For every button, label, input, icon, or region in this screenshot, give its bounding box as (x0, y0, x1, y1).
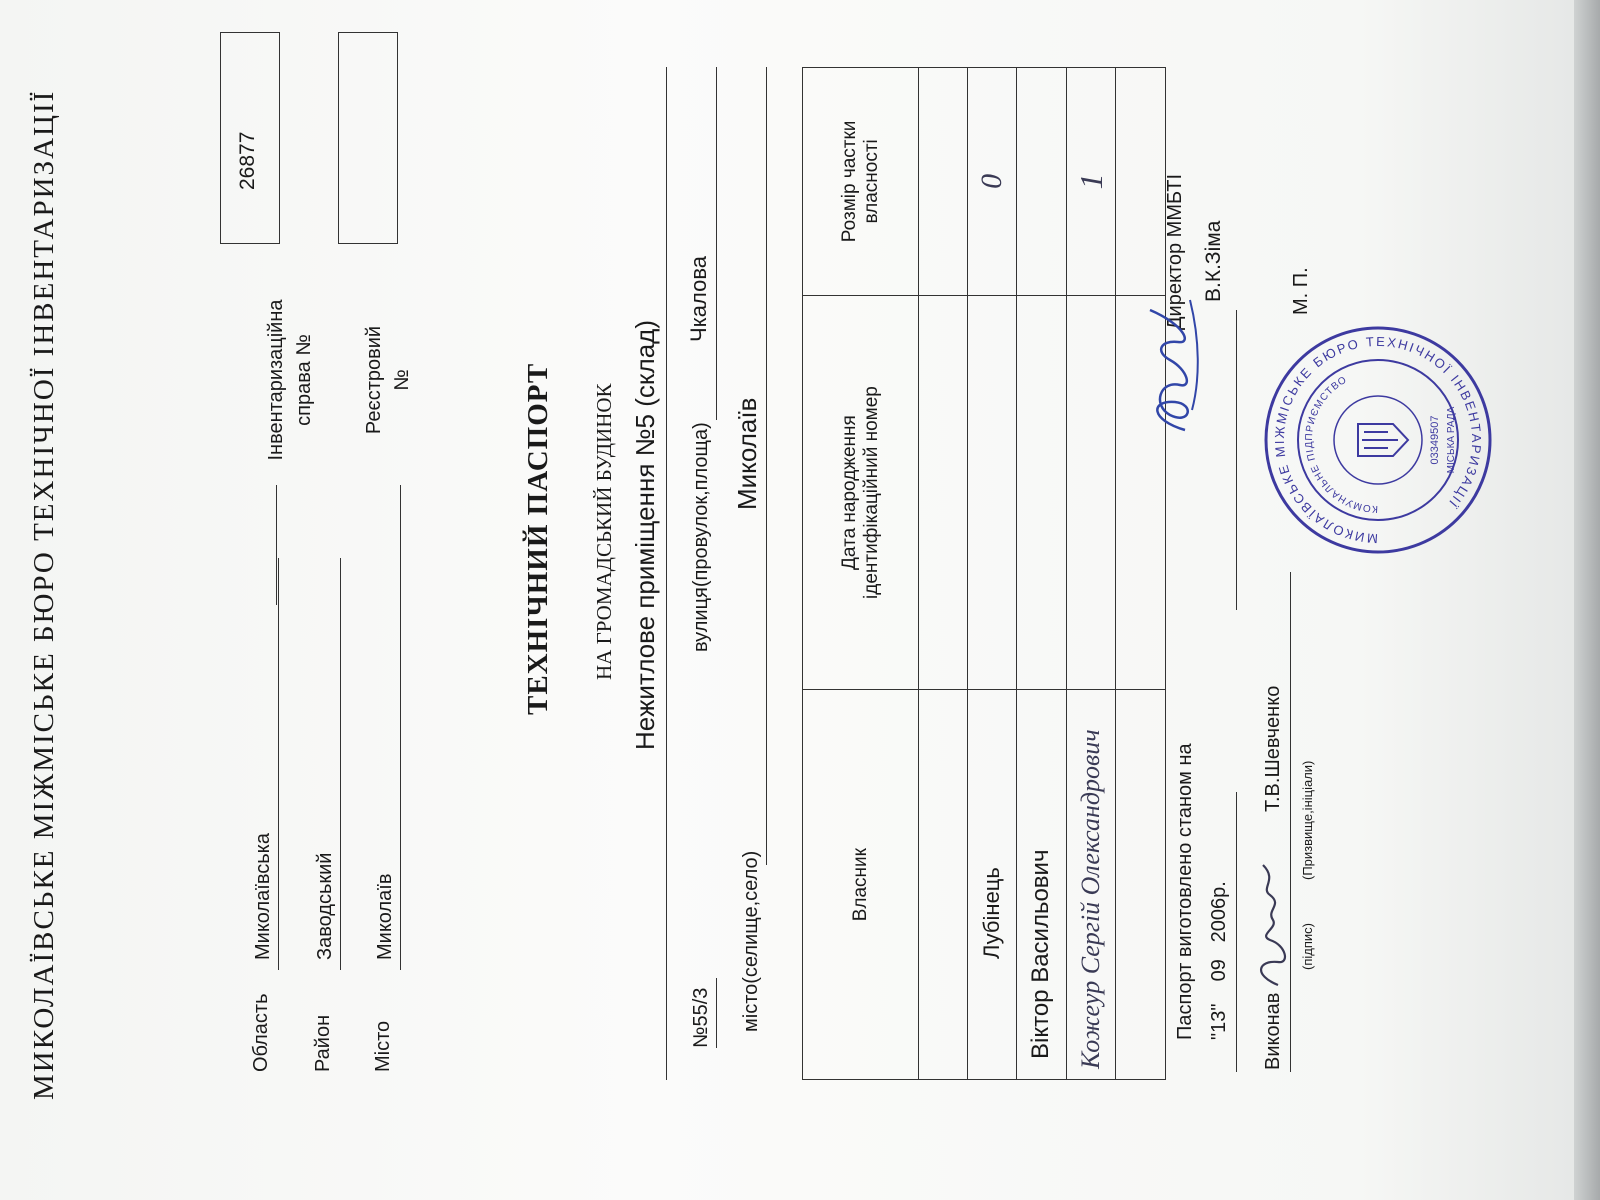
svg-text:КОМУНАЛЬНЕ ПІДПРИЄМСТВО (1304, 374, 1378, 514)
owner-cell: Лубінець (967, 690, 1017, 1080)
document-title: ТЕХНІЧНИЙ ПАСПОРТ (522, 362, 554, 715)
street-label: вулиця(провулок,площа) (690, 422, 712, 652)
header-owner: Власник (803, 690, 919, 1080)
share-cell (1017, 68, 1067, 296)
director-label: Директор ММБТІ (1164, 174, 1186, 330)
table-row (1116, 68, 1166, 1080)
prepared-year: 2006р. (1208, 881, 1230, 943)
official-stamp (1258, 320, 1498, 560)
table-row (1017, 68, 1067, 1080)
oblast-label: Область (250, 993, 272, 1072)
address-top-rule (664, 67, 667, 1080)
owners-table (802, 67, 1166, 1080)
executor-signature (1248, 860, 1298, 990)
owner-cell (919, 690, 967, 1080)
table-row (1066, 68, 1116, 1080)
header-share-line1: Розмір частки (838, 120, 860, 243)
executor-name: Т.В.Шевченко (1262, 685, 1284, 812)
prepared-day: "13" (1208, 1003, 1230, 1040)
inventory-label-line1: Інвентаризаційна (265, 299, 287, 461)
street-underline (690, 67, 717, 420)
owner-cell: Кожеур Сергій Олександрович (1066, 690, 1116, 1080)
stamp-outer-text: МИКОЛАЇВСЬКЕ МІЖМІСЬКЕ БЮРО ТЕХНІЧНОЇ ІНВЕНТАРИЗАЦІЇ (1271, 333, 1485, 547)
header-date (803, 295, 919, 690)
name-caption: (Призвище,ініціали) (1300, 760, 1315, 880)
prepared-month: 09 (1208, 959, 1230, 982)
house-number-underline (690, 978, 717, 1048)
header-date-line2: ідентифікаційний номер (860, 386, 882, 599)
stamp-code: 03349507 (1429, 415, 1441, 465)
registry-label-line2: № (391, 369, 413, 391)
city-value: Миколаїв (732, 397, 762, 510)
director-signature-line (1210, 310, 1237, 610)
house-number: №55/3 (690, 987, 712, 1048)
misto-value: Миколаїв (374, 873, 396, 960)
prepared-label: Паспорт виготовлено станом на (1174, 743, 1196, 1040)
director-name: В.К.Зіма (1202, 220, 1225, 302)
table-header-row (803, 68, 919, 1080)
date-cell (1017, 295, 1067, 690)
inventory-underline (248, 485, 277, 605)
date-cell (967, 295, 1017, 690)
signature-caption: (підпис) (1300, 923, 1315, 970)
oblast-value: Миколаївська (252, 833, 274, 960)
table-row (919, 68, 967, 1080)
misto-label: Місто (372, 1020, 394, 1072)
date-cell (1066, 295, 1116, 690)
registry-label (360, 280, 416, 480)
executor-label: Виконав (1262, 992, 1284, 1070)
registry-underline (372, 485, 401, 605)
date-cell (919, 295, 967, 690)
raion-value: Заводський (314, 852, 336, 960)
header-date-line1: Дата народження (838, 415, 860, 570)
table-row (967, 68, 1017, 1080)
trident-emblem-icon (1358, 424, 1408, 456)
stamp-inner-text: КОМУНАЛЬНЕ ПІДПРИЄМСТВО (1303, 374, 1379, 515)
header-share (803, 68, 919, 296)
inventory-number: 26877 (236, 131, 259, 190)
executor-underline (1262, 572, 1291, 1072)
share-cell (919, 68, 967, 296)
inventory-label (262, 280, 318, 480)
page-edge (1574, 0, 1600, 1200)
share-cell: 0 (967, 68, 1017, 296)
city-label: місто(селище,село) (740, 850, 762, 1032)
share-cell: 1 (1066, 68, 1116, 296)
bureau-title: МИКОЛАЇВСЬКЕ МІЖМІСЬКЕ БЮРО ТЕХНІЧНОЇ ІНВЕНТАРИЗАЦІЇ (28, 89, 60, 1100)
header-share-line2: власності (860, 139, 882, 224)
raion-label: Район (312, 1014, 334, 1072)
stamp-place-label: М. П. (1290, 267, 1312, 315)
registry-label-line1: Реєстровий (363, 325, 385, 435)
inventory-label-line2: справа № (293, 334, 315, 426)
prepared-date-underline (1208, 792, 1237, 1072)
registry-number-box (338, 32, 398, 244)
street-value: Чкалова (686, 255, 711, 342)
owner-cell (1116, 690, 1166, 1080)
share-cell (1116, 68, 1166, 296)
stamp-council: МІСЬКА РАДА (1446, 406, 1457, 474)
owner-cell: Віктор Васильович (1017, 690, 1067, 1080)
object-description: Нежитлове приміщення №5 (склад) (630, 320, 660, 750)
document-subtitle: НА ГРОМАДСЬКИЙ БУДИНОК (592, 383, 616, 680)
director-signature (1130, 290, 1210, 440)
